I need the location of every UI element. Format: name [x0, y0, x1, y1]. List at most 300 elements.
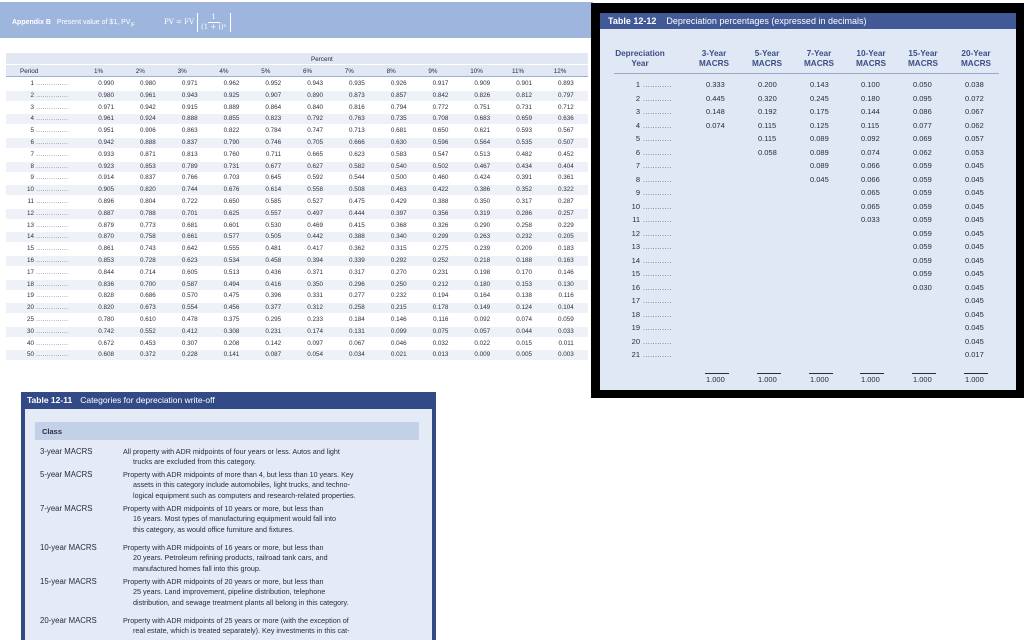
- pv-value: 0.853: [140, 162, 156, 170]
- pv-value: 0.666: [349, 139, 365, 146]
- pv-value: 0.391: [516, 174, 532, 182]
- leader-dots: ...............: [34, 316, 69, 323]
- pv-value: 0.232: [390, 292, 407, 300]
- pv-value: 0.270: [390, 268, 407, 276]
- period-cell: [8, 151, 78, 158]
- sum-rule: [705, 373, 729, 374]
- leader-dots: ...............: [34, 292, 69, 300]
- column-header: [608, 49, 672, 69]
- depreciation-value: 0.148: [706, 107, 725, 116]
- pv-value: 0.627: [307, 162, 323, 170]
- description-line: All property with ADR midpoints of four years or less. Autos and light: [123, 447, 340, 456]
- depreciation-year: [626, 134, 706, 143]
- pv-value: 0.980: [98, 91, 114, 99]
- pv-table-row: [6, 256, 588, 266]
- pv-value: 0.744: [181, 186, 198, 194]
- pv-value: 0.424: [474, 174, 491, 182]
- pv-formula-numerator: 1: [208, 13, 220, 23]
- leader-dots: ............: [643, 107, 672, 116]
- depreciation-value: 0.059: [913, 161, 932, 170]
- pv-value: 0.773: [140, 221, 156, 229]
- leader-dots: ...............: [34, 209, 69, 217]
- rate-header: 3%: [177, 68, 187, 75]
- class-header: Class: [42, 427, 63, 436]
- appendix-b-caption-sub: IF: [130, 22, 135, 29]
- pv-value: 0.681: [181, 221, 198, 229]
- depreciation-year: [626, 310, 706, 319]
- description-line: Property with ADR midpoints of 10 years or more, but less than: [123, 504, 324, 513]
- pv-value: 0.277: [349, 292, 365, 300]
- period-number: 4: [30, 115, 34, 123]
- pv-value: 0.925: [223, 91, 240, 99]
- column-total: 1.000: [706, 375, 725, 384]
- pv-value: 0.951: [98, 127, 114, 135]
- depreciation-value: 0.038: [965, 80, 984, 89]
- class-name: 5-year MACRS: [40, 470, 93, 479]
- year-number: 1: [635, 80, 640, 89]
- pv-value: 0.513: [223, 268, 240, 276]
- pv-value: 0.873: [349, 91, 365, 99]
- pv-table-row: [6, 79, 588, 89]
- pv-value: 0.340: [390, 233, 407, 241]
- pv-table-row: [6, 91, 588, 101]
- pv-table-row: [6, 126, 588, 136]
- period-cell: [8, 316, 78, 323]
- pv-table: [6, 50, 588, 372]
- pv-value: 0.713: [349, 127, 365, 135]
- appendix-b-label: Appendix B: [12, 19, 51, 26]
- pv-value: 0.463: [390, 186, 407, 194]
- pv-value: 0.312: [307, 304, 323, 312]
- table-12-12-title: [608, 16, 866, 26]
- pv-value: 0.681: [390, 127, 407, 135]
- leader-dots: ............: [643, 134, 672, 143]
- pv-value: 0.630: [390, 139, 407, 146]
- pv-table-row: [6, 150, 588, 160]
- column-header-line1: 15-Year: [908, 49, 938, 58]
- leader-dots: ...............: [34, 127, 69, 135]
- column-total: 1.000: [758, 375, 777, 384]
- period-cell: [8, 174, 78, 181]
- depreciation-value: 0.017: [965, 350, 984, 359]
- year-number: 13: [631, 242, 640, 251]
- column-header: [692, 49, 736, 69]
- pv-value: 0.650: [223, 198, 240, 205]
- pv-value: 0.813: [181, 150, 198, 158]
- pv-percent-label: Percent: [311, 56, 333, 63]
- class-header-band: [35, 422, 419, 440]
- pv-value: 0.308: [223, 327, 240, 335]
- pv-value: 0.513: [474, 150, 491, 158]
- pv-value: 0.933: [98, 150, 114, 158]
- depreciation-year: [626, 296, 706, 305]
- pv-value: 0.558: [307, 186, 323, 194]
- description-line: real estate, which is treated separately). Key investments in this cat-: [133, 626, 350, 636]
- leader-dots: ............: [643, 336, 672, 346]
- column-header: [849, 49, 893, 69]
- pv-table-row: [6, 315, 588, 325]
- depreciation-year: [626, 121, 706, 130]
- year-number: 15: [631, 269, 640, 278]
- leader-dots: ............: [643, 296, 672, 305]
- pv-value: 0.163: [558, 257, 574, 264]
- pv-value: 0.478: [181, 316, 198, 323]
- pv-value: 0.564: [474, 139, 491, 146]
- depreciation-value: 0.066: [861, 161, 880, 170]
- pv-value: 0.034: [349, 351, 365, 359]
- pv-value: 0.404: [558, 162, 574, 170]
- period-cell: [8, 245, 78, 252]
- description-line: manufactured homes fall into this group.: [133, 563, 261, 573]
- pv-value: 0.840: [307, 103, 323, 111]
- appendix-b-panel: [0, 0, 593, 378]
- pv-value: 0.552: [140, 327, 156, 335]
- pv-value: 0.676: [223, 186, 240, 194]
- description-line: Property with ADR midpoints of 20 years or more, but less than: [123, 577, 324, 586]
- description-line: Property with ADR midpoints of more than 4, but less than 10 years. Key: [123, 470, 354, 479]
- pv-value: 0.131: [349, 327, 365, 335]
- column-header-line1: 7-Year: [806, 49, 832, 58]
- pv-value: 0.742: [98, 327, 114, 335]
- leader-dots: ...............: [34, 103, 69, 111]
- pv-value: 0.906: [140, 127, 156, 135]
- pv-value: 0.731: [223, 162, 240, 170]
- depreciation-year: [626, 283, 706, 292]
- class-description: [123, 543, 415, 574]
- leader-dots: ............: [643, 309, 672, 319]
- leader-dots: ............: [643, 282, 672, 292]
- leader-dots: ...............: [34, 162, 69, 170]
- period-cell: [8, 163, 78, 170]
- depreciation-year: [626, 242, 706, 251]
- pv-value: 0.507: [558, 139, 574, 146]
- leader-dots: ............: [643, 228, 672, 238]
- description-line: distribution, and sewage treatment plants all belong in this category.: [133, 597, 349, 607]
- pv-value: 0.708: [432, 115, 449, 123]
- pv-value: 0.494: [223, 280, 240, 288]
- pv-value: 0.728: [140, 257, 156, 264]
- pv-value: 0.130: [558, 280, 574, 288]
- pv-value: 0.837: [181, 139, 198, 146]
- leader-dots: ............: [643, 323, 672, 332]
- rate-header: 10%: [470, 68, 483, 75]
- column-header-line2: MACRS: [855, 59, 887, 68]
- pv-value: 0.372: [140, 351, 156, 359]
- column-header: [901, 49, 945, 69]
- pv-value: 0.686: [140, 292, 156, 300]
- rate-header: 6%: [303, 68, 313, 75]
- pv-value: 0.194: [432, 292, 449, 300]
- year-number: 10: [631, 201, 640, 211]
- depreciation-value: 0.030: [913, 282, 932, 292]
- pv-value: 0.907: [265, 91, 282, 99]
- description-line: Property with ADR midpoints of 16 years or more, but less than: [123, 543, 324, 552]
- depreciation-value: 0.077: [913, 120, 932, 130]
- pv-value: 0.299: [432, 233, 449, 241]
- pv-value: 0.610: [140, 316, 156, 323]
- pv-value: 0.901: [516, 80, 532, 87]
- pv-value: 0.547: [432, 150, 449, 158]
- period-number: 5: [30, 127, 34, 135]
- pv-value: 0.436: [265, 268, 282, 276]
- pv-value: 0.032: [432, 339, 449, 347]
- year-number: 14: [631, 255, 640, 265]
- period-cell: [8, 257, 78, 264]
- pv-value: 0.453: [140, 339, 156, 347]
- pv-value: 0.527: [307, 198, 323, 205]
- depreciation-value: 0.059: [913, 201, 932, 211]
- leader-dots: ...............: [34, 327, 69, 335]
- pv-table-row: [6, 209, 588, 219]
- pv-value: 0.467: [474, 162, 491, 170]
- period-number: 16: [26, 257, 34, 264]
- period-number: 30: [26, 327, 34, 335]
- period-cell: [8, 210, 78, 217]
- pv-value: 0.074: [516, 316, 532, 323]
- depreciation-value: 0.045: [965, 296, 984, 305]
- pv-value: 0.712: [558, 103, 574, 111]
- pv-value: 0.863: [181, 127, 198, 135]
- pv-value: 0.218: [474, 257, 491, 264]
- pv-value: 0.263: [474, 233, 491, 241]
- depreciation-value: 0.069: [913, 134, 932, 143]
- pv-value: 0.319: [474, 209, 491, 217]
- pv-value: 0.138: [516, 292, 532, 300]
- pv-table-row: [6, 197, 588, 207]
- leader-dots: ............: [643, 242, 672, 251]
- depreciation-value: 0.089: [810, 161, 829, 170]
- pv-value: 0.075: [432, 327, 449, 335]
- pv-value: 0.021: [390, 351, 407, 359]
- pv-table-row: [6, 268, 588, 278]
- depreciation-value: 0.125: [810, 120, 829, 130]
- pv-value: 0.943: [181, 91, 198, 99]
- depreciation-value: 0.074: [706, 120, 725, 130]
- rate-header: 2%: [135, 68, 145, 75]
- pv-table-row: [6, 221, 588, 231]
- depreciation-value: 0.062: [913, 147, 932, 157]
- pv-value: 0.583: [390, 150, 407, 158]
- period-cell: [8, 186, 78, 193]
- pv-value: 0.362: [349, 245, 365, 253]
- description-line: 25 years. Land improvement, pipeline distribution, telephone: [133, 587, 326, 597]
- sum-rule: [757, 373, 781, 374]
- pv-value: 0.500: [390, 174, 407, 182]
- pv-value: 0.650: [432, 127, 449, 135]
- period-number: 6: [30, 139, 34, 146]
- pv-value: 0.703: [223, 174, 240, 182]
- pv-value: 0.180: [474, 280, 491, 288]
- leader-dots: ...............: [34, 80, 69, 87]
- depreciation-value: 0.059: [913, 188, 932, 197]
- pv-value: 0.557: [265, 209, 282, 217]
- pv-value: 0.315: [390, 245, 407, 253]
- pv-value: 0.434: [516, 162, 532, 170]
- depreciation-value: 0.086: [913, 107, 932, 116]
- pv-value: 0.257: [558, 209, 574, 217]
- period-cell: [8, 115, 78, 122]
- rate-header: 12%: [553, 68, 567, 75]
- pv-value: 0.184: [349, 316, 365, 323]
- pv-value: 0.701: [181, 209, 198, 217]
- period-number: 13: [26, 221, 34, 229]
- period-header: Period: [20, 68, 39, 75]
- class-name: 7-year MACRS: [40, 504, 93, 513]
- leader-dots: ...............: [34, 339, 69, 347]
- pv-value: 0.397: [390, 209, 407, 217]
- depreciation-value: 0.065: [861, 188, 880, 197]
- depreciation-year: [626, 188, 706, 197]
- pv-value: 0.183: [558, 245, 574, 253]
- pv-value: 0.926: [390, 80, 407, 87]
- appendix-b-caption: Present value of $1, PV: [56, 19, 131, 26]
- pv-value: 0.326: [432, 221, 449, 229]
- pv-value: 0.570: [181, 292, 198, 300]
- year-number: 16: [631, 282, 640, 292]
- leader-dots: ............: [643, 350, 672, 359]
- pv-value: 0.788: [140, 209, 156, 217]
- leader-dots: ...............: [34, 186, 69, 194]
- pv-value: 0.601: [223, 221, 240, 229]
- pv-value: 0.153: [516, 280, 532, 288]
- depreciation-value: 0.115: [861, 120, 880, 130]
- period-number: 50: [26, 351, 34, 359]
- leader-dots: ...............: [34, 268, 69, 276]
- table-12-12-caption: Depreciation percentages (expressed in decimals): [666, 16, 867, 26]
- pv-value: 0.909: [474, 80, 491, 87]
- pv-value: 0.208: [223, 339, 240, 347]
- pv-value: 0.962: [223, 80, 240, 87]
- pv-value: 0.350: [307, 280, 323, 288]
- pv-value: 0.924: [140, 115, 156, 123]
- pv-value: 0.820: [98, 304, 114, 312]
- depreciation-value: 0.045: [810, 174, 829, 184]
- pv-value: 0.659: [516, 115, 532, 123]
- pv-value: 0.914: [98, 174, 114, 182]
- pv-value: 0.116: [433, 316, 449, 323]
- pv-value: 0.317: [516, 198, 532, 205]
- pv-table-row: [6, 339, 588, 349]
- leader-dots: ............: [643, 93, 672, 103]
- pv-value: 0.915: [181, 103, 198, 111]
- rate-header: 8%: [386, 68, 396, 75]
- column-header-line1: Depreciation: [615, 49, 665, 58]
- pv-value: 0.596: [432, 139, 449, 146]
- pv-value: 0.212: [432, 280, 449, 288]
- pv-value: 0.853: [98, 257, 114, 264]
- sum-rule: [809, 373, 833, 374]
- depreciation-year: [626, 80, 706, 89]
- pv-value: 0.758: [140, 233, 156, 241]
- pv-value: 0.888: [181, 115, 198, 123]
- description-line: assets in this category include automobiles, light trucks, and techno-: [133, 480, 350, 490]
- period-number: 11: [27, 198, 34, 205]
- pv-value: 0.861: [98, 245, 114, 253]
- pv-value: 0.292: [390, 257, 407, 264]
- pv-value: 0.005: [516, 351, 532, 359]
- pv-value: 0.864: [265, 103, 282, 111]
- class-description: [123, 447, 415, 468]
- depreciation-year: [626, 269, 706, 278]
- depreciation-value: 0.045: [965, 255, 984, 265]
- year-number: 19: [631, 323, 640, 332]
- table-12-11-caption: Categories for depreciation write-off: [80, 395, 215, 405]
- pv-value: 0.621: [474, 127, 491, 135]
- year-number: 8: [635, 174, 640, 184]
- depreciation-value: 0.067: [965, 107, 984, 116]
- depreciation-value: 0.059: [913, 242, 932, 251]
- depreciation-year: [626, 323, 706, 332]
- pv-value: 0.889: [223, 103, 240, 111]
- pv-value: 0.444: [349, 209, 365, 217]
- pv-value: 0.893: [558, 80, 574, 87]
- depreciation-value: 0.180: [861, 93, 880, 103]
- pv-value: 0.677: [265, 162, 282, 170]
- pv-value: 0.711: [265, 150, 282, 158]
- pv-value: 0.923: [98, 162, 114, 170]
- pv-value: 0.033: [558, 327, 574, 335]
- period-cell: [8, 233, 78, 240]
- pv-value: 0.371: [307, 268, 323, 276]
- pv-value: 0.797: [558, 91, 574, 99]
- pv-value: 0.452: [558, 150, 574, 158]
- depreciation-value: 0.320: [758, 93, 777, 103]
- pv-value: 0.388: [349, 233, 365, 241]
- pv-value: 0.124: [516, 304, 532, 312]
- period-number: 12: [26, 209, 34, 217]
- period-cell: [8, 92, 78, 99]
- depreciation-value: 0.045: [965, 161, 984, 170]
- period-cell: [8, 340, 78, 347]
- column-header-line1: 20-Year: [961, 49, 991, 58]
- pv-value: 0.233: [307, 316, 323, 323]
- pv-value: 0.943: [307, 80, 323, 87]
- pv-column-header-row: [6, 65, 588, 77]
- pv-value: 0.275: [432, 245, 449, 253]
- period-cell: [8, 198, 78, 205]
- pv-value: 0.751: [474, 103, 491, 111]
- pv-value: 0.022: [474, 339, 491, 347]
- pv-value: 0.067: [349, 339, 365, 347]
- leader-dots: ............: [643, 120, 672, 130]
- period-number: 15: [26, 245, 34, 253]
- year-number: 5: [635, 134, 640, 143]
- pv-value: 0.636: [558, 115, 574, 123]
- pv-table-row: [6, 138, 588, 148]
- pv-value: 0.015: [516, 339, 532, 347]
- pv-table-row: [6, 327, 588, 337]
- pv-value: 0.823: [265, 115, 282, 123]
- pv-table-row: [6, 232, 588, 242]
- appendix-b-header: [0, 2, 593, 38]
- description-line: this category, as would office furniture and fixtures.: [133, 524, 295, 534]
- depreciation-value: 0.053: [965, 147, 984, 157]
- period-cell: [8, 104, 78, 111]
- period-cell: [8, 304, 78, 311]
- class-description: [123, 616, 415, 637]
- depreciation-value: 0.045: [965, 282, 984, 292]
- period-number: 3: [30, 103, 34, 111]
- pv-value: 0.585: [265, 198, 282, 205]
- leader-dots: ...............: [34, 115, 69, 123]
- table-12-11-title: [27, 395, 215, 405]
- pv-value: 0.772: [432, 103, 449, 111]
- period-number: 18: [26, 280, 34, 288]
- pv-value: 0.198: [474, 268, 491, 276]
- depreciation-year: [626, 161, 706, 170]
- leader-dots: ...............: [34, 351, 69, 359]
- leader-dots: ...............: [34, 150, 69, 158]
